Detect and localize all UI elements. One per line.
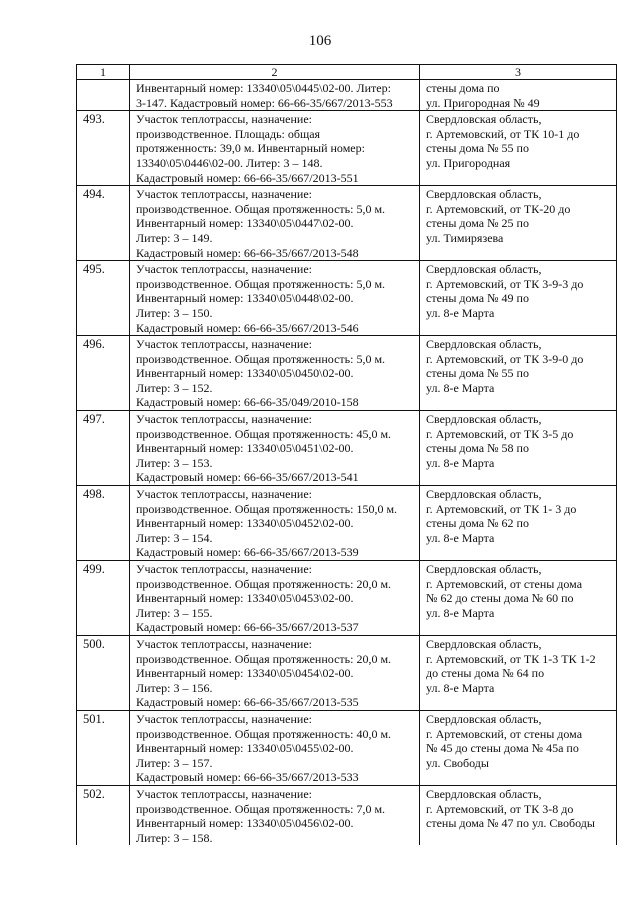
object-description-line: 3-147. Кадастровый номер: 66-66-35/667/2013-553	[136, 95, 393, 110]
object-address-line: ул. Пригородная	[426, 155, 511, 170]
object-description-line: Кадастровый номер: 66-66-35/667/2013-533	[136, 770, 359, 785]
object-address-line: Свердловская область,	[426, 487, 542, 502]
object-description-line: Кадастровый номер: 66-66-35/667/2013-546	[136, 320, 359, 335]
object-description-line: Инвентарный номер: 13340\05\0455\02-00.	[136, 741, 354, 756]
object-address-line: г. Артемовский, от ТК 10-1 до	[426, 126, 580, 141]
table-row	[77, 261, 617, 336]
object-description-line: производственное. Общая протяженность: 150,0 м.	[136, 501, 398, 516]
object-description-line: Инвентарный номер: 13340\05\0453\02-00.	[136, 591, 354, 606]
object-address-line: Свердловская область,	[426, 412, 542, 427]
object-description-line: Участок теплотрассы, назначение:	[136, 636, 312, 651]
object-description-line: Литер: 3 – 150.	[136, 305, 213, 320]
object-address-line: до стены дома № 64 по	[426, 666, 545, 681]
table-row	[77, 561, 617, 636]
object-description	[130, 785, 420, 845]
object-address-line: ул. 8-е Марта	[426, 680, 495, 695]
object-description-line: Участок теплотрассы, назначение:	[136, 337, 312, 352]
table-row	[77, 710, 617, 785]
object-description-line: Литер: 3 – 154.	[136, 530, 213, 545]
object-description-line: Участок теплотрассы, назначение:	[136, 562, 312, 576]
registry-body	[77, 80, 617, 846]
object-description-line: производственное. Общая протяженность: 7,0 м.	[136, 801, 386, 816]
table-row	[77, 411, 617, 486]
object-description-line: Литер: 3 – 155.	[136, 605, 213, 620]
object-description-line: производственное. Общая протяженность: 20,0 м.	[136, 576, 392, 591]
table-row	[77, 486, 617, 561]
row-number: 493.	[77, 111, 130, 186]
column-header-3: 3	[420, 65, 617, 80]
object-description	[130, 186, 420, 261]
object-address	[420, 261, 617, 336]
object-description-line: Кадастровый номер: 66-66-35/667/2013-548	[136, 245, 359, 260]
object-address-line: г. Артемовский, от ТК 1- 3 до	[426, 501, 577, 516]
object-address-line: Свердловская область,	[426, 711, 542, 726]
row-number: 496.	[77, 336, 130, 411]
object-description-line: Кадастровый номер: 66-66-35/667/2013-535	[136, 695, 359, 710]
page-number: 106	[308, 33, 332, 49]
object-address-line: ул. 8-е Марта	[426, 380, 495, 395]
object-description-line: Литер: 3 – 153.	[136, 455, 213, 470]
object-address	[420, 561, 617, 636]
table-row	[77, 336, 617, 411]
object-address-line: стены дома № 47 по ул. Свободы	[426, 816, 595, 831]
object-description-line: Участок теплотрассы, назначение:	[136, 786, 312, 801]
row-number: 498.	[77, 486, 130, 561]
object-address-line: г. Артемовский, от ТК 3-5 до	[426, 426, 574, 441]
object-address-line: № 45 до стены дома № 45а по	[426, 741, 579, 756]
object-address-line: Свердловская область,	[426, 562, 542, 576]
row-number: 495.	[77, 261, 130, 336]
object-address	[420, 785, 617, 845]
object-address-line: г. Артемовский, от стены дома	[426, 576, 583, 591]
object-address	[420, 710, 617, 785]
object-description-line: Участок теплотрассы, назначение:	[136, 187, 312, 202]
row-number: 500.	[77, 635, 130, 710]
object-description-line: Литер: 3 – 157.	[136, 755, 213, 770]
object-description	[130, 635, 420, 710]
row-number: 499.	[77, 561, 130, 636]
object-description-line: производственное. Общая протяженность: 5,0 м.	[136, 276, 386, 291]
object-description	[130, 80, 420, 111]
object-description-line: Кадастровый номер: 66-66-35/667/2013-541	[136, 470, 359, 485]
object-description-line: Инвентарный номер: 13340\05\0450\02-00.	[136, 366, 354, 381]
object-address	[420, 411, 617, 486]
object-address-line: стены дома № 62 по	[426, 516, 529, 531]
object-description-line: Инвентарный номер: 13340\05\0452\02-00.	[136, 516, 354, 531]
object-description	[130, 336, 420, 411]
object-address-line: № 62 до стены дома № 60 по	[426, 591, 574, 606]
object-description-line: производственное. Общая протяженность: 45,0 м.	[136, 426, 392, 441]
object-description-line: производственное. Общая протяженность: 5,0 м.	[136, 201, 386, 216]
object-description	[130, 486, 420, 561]
object-description-line: Литер: 3 – 149.	[136, 230, 213, 245]
object-address-line: г. Артемовский, от стены дома	[426, 726, 583, 741]
object-address-line: ул. Тимирязева	[426, 230, 504, 245]
table-row-continuation	[77, 80, 617, 111]
object-address	[420, 111, 617, 186]
object-address-line: Свердловская область,	[426, 786, 542, 801]
object-address-line: г. Артемовский, от ТК 3-9-0 до	[426, 351, 584, 366]
column-header-2: 2	[130, 65, 420, 80]
object-description	[130, 561, 420, 636]
object-address-line: ул. 8-е Марта	[426, 455, 495, 470]
object-description-line: Литер: 3 – 152.	[136, 380, 213, 395]
row-number: 502.	[77, 785, 130, 845]
object-description-line: производственное. Площадь: общая	[136, 126, 321, 141]
object-address-line: г. Артемовский, от ТК 3-9-3 до	[426, 276, 584, 291]
column-header-1: 1	[77, 65, 130, 80]
object-description	[130, 710, 420, 785]
row-number: 497.	[77, 411, 130, 486]
object-description-line: Участок теплотрассы, назначение:	[136, 711, 312, 726]
table-row	[77, 785, 617, 845]
object-description-line: Участок теплотрассы, назначение:	[136, 487, 312, 502]
object-description-line: Кадастровый номер: 66-66-35/049/2010-158	[136, 395, 359, 410]
row-number: 494.	[77, 186, 130, 261]
registry-table	[76, 64, 617, 845]
table-row	[77, 635, 617, 710]
object-address	[420, 635, 617, 710]
object-description-line: Литер: 3 – 156.	[136, 680, 213, 695]
row-number: 501.	[77, 710, 130, 785]
object-description-line: Инвентарный номер: 13340\05\0447\02-00.	[136, 216, 354, 231]
object-description-line: Кадастровый номер: 66-66-35/667/2013-539	[136, 545, 359, 560]
object-description-line: Инвентарный номер: 13340\05\0445\02-00. Литер:	[136, 81, 391, 95]
row-number	[77, 80, 130, 111]
object-address-line: г. Артемовский, от ТК 1-3 ТК 1-2	[426, 651, 596, 666]
object-address-line: Свердловская область,	[426, 337, 542, 352]
object-address-line: г. Артемовский, от ТК-20 до	[426, 201, 571, 216]
object-address-line: Свердловская область,	[426, 112, 542, 127]
object-address-line: г. Артемовский, от ТК 3-8 до	[426, 801, 574, 816]
object-address-line: ул. 8-е Марта	[426, 605, 495, 620]
object-description-line: производственное. Общая протяженность: 5,0 м.	[136, 351, 386, 366]
object-address	[420, 486, 617, 561]
object-description-line: производственное. Общая протяженность: 40,0 м.	[136, 726, 392, 741]
object-description-line: производственное. Общая протяженность: 20,0 м.	[136, 651, 392, 666]
object-address-line: стены дома № 55 по	[426, 366, 529, 381]
object-address-line: стены дома № 58 по	[426, 441, 529, 456]
object-description-line: Участок теплотрассы, назначение:	[136, 412, 312, 427]
object-address-line: стены дома № 49 по	[426, 291, 529, 306]
object-description-line: Кадастровый номер: 66-66-35/667/2013-551	[136, 170, 359, 185]
table-row	[77, 186, 617, 261]
object-description-line: Литер: 3 – 158.	[136, 830, 213, 845]
object-address	[420, 186, 617, 261]
object-description	[130, 261, 420, 336]
object-description-line: Участок теплотрассы, назначение:	[136, 112, 312, 127]
object-description	[130, 111, 420, 186]
object-address	[420, 336, 617, 411]
object-address-line: ул. 8-е Марта	[426, 305, 495, 320]
object-address-line: ул. 8-е Марта	[426, 530, 495, 545]
object-address-line: Свердловская область,	[426, 262, 542, 277]
object-description	[130, 411, 420, 486]
object-description-line: протяженность: 39,0 м. Инвентарный номер:	[136, 141, 365, 156]
object-description-line: Кадастровый номер: 66-66-35/667/2013-537	[136, 620, 359, 635]
object-description-line: 13340\05\0446\02-00. Литер: 3 – 148.	[136, 155, 323, 170]
object-address-line: стены дома по	[426, 81, 500, 95]
object-description-line: Инвентарный номер: 13340\05\0448\02-00.	[136, 291, 354, 306]
column-header-row	[77, 65, 617, 80]
object-description-line: Инвентарный номер: 13340\05\0456\02-00.	[136, 816, 354, 831]
object-description-line: Инвентарный номер: 13340\05\0451\02-00.	[136, 441, 354, 456]
object-address-line: ул. Свободы	[426, 755, 489, 770]
table-row	[77, 111, 617, 186]
object-description-line: Инвентарный номер: 13340\05\0454\02-00.	[136, 666, 354, 681]
object-address-line: Свердловская область,	[426, 187, 542, 202]
object-address	[420, 80, 617, 111]
object-address-line: Свердловская область,	[426, 636, 542, 651]
object-address-line: стены дома № 55 по	[426, 141, 529, 156]
object-address-line: стены дома № 25 по	[426, 216, 529, 231]
object-address-line: ул. Пригородная № 49	[426, 95, 540, 110]
object-description-line: Участок теплотрассы, назначение:	[136, 262, 312, 277]
